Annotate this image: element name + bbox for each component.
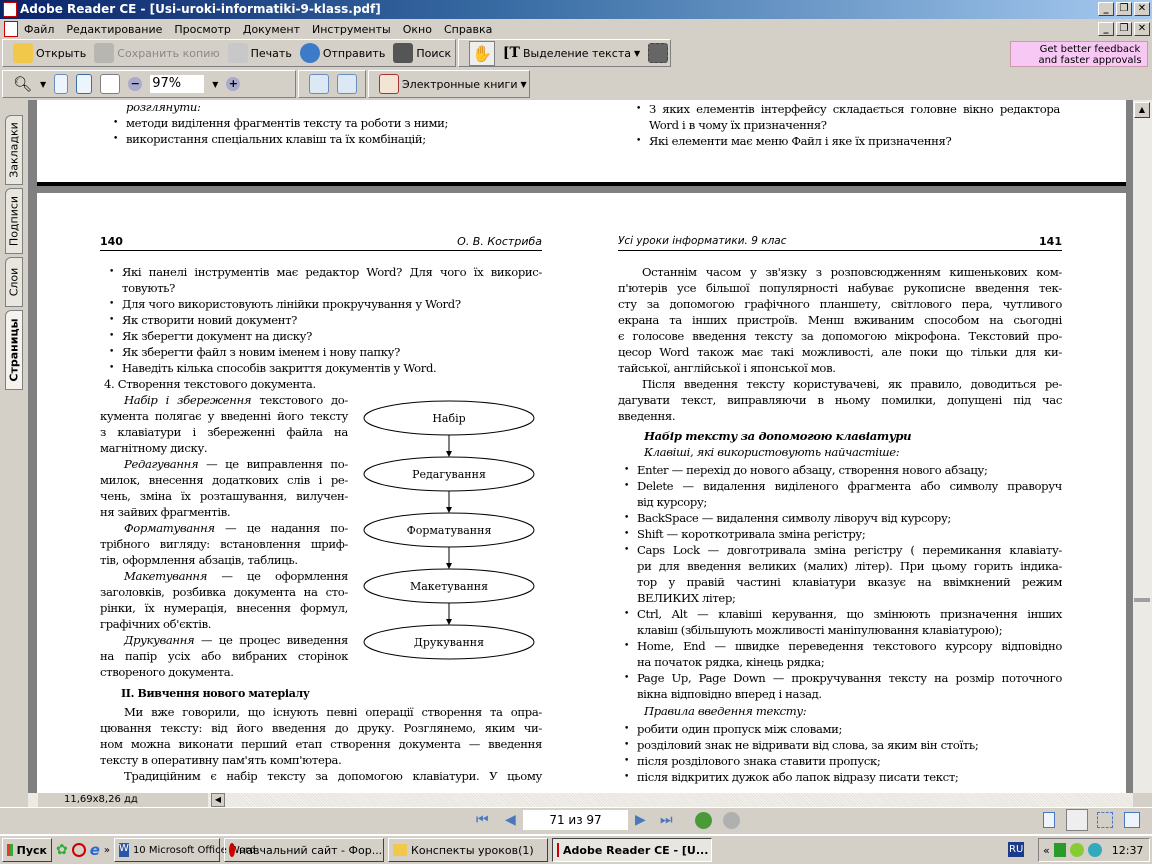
line-text: екрана та інших пристроїв. Менш вживаним способом на сьогодні <box>618 313 1062 327</box>
last-page-button[interactable]: ⏭ <box>660 812 673 828</box>
line-text: створеного документа. <box>100 665 234 679</box>
vertical-scrollbar[interactable] <box>1133 100 1152 793</box>
section-heading: II. Вивчення нового матеріалу <box>121 687 310 700</box>
text-line <box>100 664 348 680</box>
line-text: методи виділення фрагментів тексту та роботи з ними; <box>126 116 449 130</box>
line-text: магнітному диску. <box>100 441 208 455</box>
opera-quicklaunch-icon[interactable] <box>72 843 86 857</box>
scroll-up-button[interactable]: ▲ <box>1134 102 1150 118</box>
text-line <box>100 736 542 752</box>
text-line <box>618 264 1062 280</box>
text-line <box>618 344 1062 360</box>
diagram-node-label: Редагування <box>412 468 486 481</box>
page-number-field[interactable]: 71 из 97 <box>523 810 628 830</box>
taskbar <box>0 834 1152 864</box>
menu-document[interactable]: Документ <box>242 22 300 36</box>
clock: 12:37 <box>1111 843 1144 857</box>
save-copy-button[interactable]: Сохранить копию <box>94 43 219 63</box>
text-line <box>100 424 348 440</box>
line-text: Home, End — швидке переведення текстового курсору відповідно <box>637 639 1062 653</box>
line-text: тексту в оперативну пам'ять комп'ютера. <box>100 753 342 767</box>
text-line <box>100 536 348 552</box>
text-line <box>618 392 1062 408</box>
line-text: Page Up, Page Down — прокручування тексту на розмір поточного <box>637 671 1062 685</box>
dropdown-arrow-icon[interactable]: ▼ <box>634 48 641 58</box>
title-bar <box>0 0 1152 19</box>
line-text: заголовків, розбивка документа на сто- <box>100 585 348 599</box>
running-head-author: О. В. Костриба <box>457 235 542 248</box>
fit-width-icon[interactable] <box>100 74 120 94</box>
globe-mail-icon <box>300 43 320 63</box>
zoom-in-icon[interactable]: + <box>226 77 240 91</box>
menu-tools[interactable]: Инструменты <box>312 22 391 36</box>
actual-size-icon[interactable] <box>54 74 68 94</box>
send-button[interactable]: Отправить <box>300 43 386 63</box>
diagram-arrowhead <box>446 507 452 513</box>
line-text: дагувати текст, виправляючи в ньому помилки, допущені під час <box>618 393 1062 407</box>
first-page-button[interactable]: ⏮ <box>476 812 489 828</box>
zoom-out-icon[interactable]: − <box>128 77 142 91</box>
word-icon: W <box>119 843 129 857</box>
line-text: Ми вже говорили, що існують певні операції створення та опра- <box>124 705 542 719</box>
bullet-item-line <box>122 328 542 344</box>
language-indicator[interactable]: RU <box>1009 844 1024 855</box>
start-button[interactable]: Пуск <box>2 838 52 862</box>
line-text: Як зберегти документ на диску? <box>122 329 313 343</box>
line-text: використання спеціальних клавіш та їх комбінацій; <box>126 132 426 146</box>
text-line <box>100 520 348 536</box>
zoom-select-arrow[interactable]: ▼ <box>212 79 219 89</box>
ebooks-toolbar <box>368 70 530 98</box>
text-line <box>100 704 542 720</box>
line-text: розділовий знак не відривати від слова, за яким він стоїть; <box>637 738 979 752</box>
line-text: товують? <box>122 281 175 295</box>
italic-term: Форматування <box>124 521 215 535</box>
line-text: є голосове введення тексту за допомогою мікрофона. Текстовий про- <box>618 329 1062 343</box>
bullet-item-line <box>637 753 1062 769</box>
line-text: Після введення тексту користувачеві, як правило, доводиться ре- <box>642 377 1062 391</box>
back-view-button[interactable] <box>695 812 712 829</box>
line-text: — це оформлення <box>207 569 348 583</box>
file-toolbar <box>2 39 456 67</box>
ebooks-button[interactable]: Электронные книги ▼ <box>379 74 527 94</box>
text-line <box>618 408 1062 424</box>
text-line <box>618 280 1062 296</box>
text-line <box>100 768 542 784</box>
text-line <box>100 632 348 648</box>
doc-minimize-button[interactable]: _ <box>1098 22 1114 36</box>
system-tray <box>1038 838 1150 862</box>
line-text: — це виправлення по- <box>198 457 348 471</box>
line-text: Наведіть кілька способів закриття документів у Word. <box>122 361 437 375</box>
menu-help[interactable]: Справка <box>443 22 493 36</box>
bullet-item-line <box>637 638 1062 654</box>
text-line <box>100 456 348 472</box>
diagram-arrowhead <box>446 619 452 625</box>
minimize-button[interactable]: _ <box>1098 2 1114 16</box>
line-text: чень, зміна їх розташування, вилучен- <box>100 489 348 503</box>
line-text: від курсору; <box>637 495 707 509</box>
tray-app-icon[interactable] <box>1054 843 1066 857</box>
tab-bookmarks[interactable]: Закладки <box>5 115 23 185</box>
folder-icon <box>13 43 33 63</box>
scroll-thumb[interactable] <box>1134 598 1150 602</box>
line-text: Які елементи має меню Файл і яке їх призначення? <box>649 134 952 148</box>
previous-page-button[interactable]: ◀ <box>505 812 516 828</box>
floppy-icon <box>94 43 114 63</box>
task-word[interactable]: W 10 Microsoft Office Word <box>114 838 220 862</box>
bullet-item-line <box>637 462 1062 478</box>
text-line <box>100 488 348 504</box>
keys-title: Клавіші, які використовують найчастіше: <box>644 445 900 459</box>
line-text: Enter — перехід до нового абзацу, створення нового абзацу; <box>637 463 988 477</box>
line-text: введення. <box>618 409 676 423</box>
bullet-item-line <box>122 296 542 312</box>
rotate-counterclockwise-icon[interactable] <box>337 74 357 94</box>
dropdown-arrow-icon[interactable]: ▼ <box>520 79 527 89</box>
text-line <box>100 504 348 520</box>
text-line <box>100 392 348 408</box>
text-line <box>100 752 542 768</box>
bullet-item-line <box>126 131 543 147</box>
header-rule-left <box>100 250 542 251</box>
keys-list <box>624 462 1062 702</box>
app-icon <box>3 2 17 17</box>
line-text: З яких елементів інтерфейсу складається головне вікно редактора <box>649 102 1060 116</box>
page-number-left: 140 <box>100 235 123 248</box>
line-text: Як зберегти файл з новим іменем і нову папку? <box>122 345 400 359</box>
text-line <box>637 558 1062 574</box>
line-text: Delete — видалення виділеного фрагмента або символу праворуч <box>637 479 1062 493</box>
text-line <box>637 654 1062 670</box>
fit-page-icon[interactable] <box>76 74 92 94</box>
diagram-node-label: Набір <box>432 412 466 425</box>
italic-term: Макетування <box>124 569 208 583</box>
facing-layout-icon[interactable] <box>1097 812 1113 828</box>
bullet-item-line <box>637 769 1062 785</box>
line-text: клавіш (збільшують можливості маніпулювання клавіатурою); <box>637 623 1003 637</box>
bullet-item-line <box>637 606 1062 622</box>
page-size-readout: 11,69x8,26 дд <box>38 793 208 807</box>
line-text: текстового до- <box>251 393 348 407</box>
zoom-input[interactable]: 97% <box>150 75 204 93</box>
text-line <box>618 360 1062 376</box>
line-text: з клавіатури і збереженні файла на <box>100 425 348 439</box>
bullet-item-line <box>637 737 1062 753</box>
feedback-banner[interactable]: Get better feedback and faster approvals <box>1010 41 1148 67</box>
rotate-clockwise-icon[interactable] <box>309 74 329 94</box>
line-text: ри для введення великих (малих) літер). При цьому горить індика- <box>637 559 1062 573</box>
page-spread <box>37 193 1126 813</box>
workflow-diagram <box>357 398 542 653</box>
italic-term: розглянути: <box>126 100 201 114</box>
text-line <box>618 376 1062 392</box>
line-text: тор у правій частині клавіатури вказує на ввімкнений режим <box>637 575 1062 589</box>
folder-icon <box>393 844 407 856</box>
adobe-icon <box>557 843 559 857</box>
body-text-left <box>100 704 542 784</box>
hand-tool-button[interactable] <box>469 41 495 66</box>
italic-term: Друкування <box>124 633 195 647</box>
scroll-left-button[interactable]: ◀ <box>211 793 225 807</box>
restore-button[interactable]: ❐ <box>1116 2 1132 16</box>
diagram-node-label: Форматування <box>406 524 492 537</box>
text-line <box>100 568 348 584</box>
subheading: Набір тексту за допомогою клавіатури <box>644 429 912 443</box>
line-text: Shift — короткотривала зміна регістру; <box>637 527 866 541</box>
step-4-heading: 4. Створення текстового документа. <box>104 377 316 391</box>
menu-window[interactable]: Окно <box>402 22 432 36</box>
tray-expand-icon[interactable]: « <box>1043 843 1050 857</box>
text-line <box>100 472 348 488</box>
select-toolbar <box>458 39 671 67</box>
camera-icon <box>648 43 668 63</box>
bullet-item-line <box>637 526 1062 542</box>
text-line <box>618 328 1062 344</box>
definitions-text <box>100 392 348 680</box>
open-button[interactable]: Открыть <box>13 43 86 63</box>
text-line <box>126 99 543 115</box>
rules-list <box>624 721 1062 785</box>
rules-title: Правила введення тексту: <box>644 704 807 718</box>
review-questions <box>109 264 542 376</box>
forward-view-button[interactable] <box>723 812 740 829</box>
zoom-tool-icon[interactable]: 🔍︎ <box>13 75 33 93</box>
line-text: цювання тексту: від його введення до друку. Розглянемо, яким чи- <box>100 721 542 735</box>
text-line <box>637 494 1062 510</box>
prev-right-text <box>636 101 1060 149</box>
line-text: після розділового знака ставити пропуск; <box>637 754 881 768</box>
navigation-panel-tabs <box>0 100 28 793</box>
line-text: — це процес виведення <box>194 633 348 647</box>
italic-term: Набір і збереження <box>124 393 252 407</box>
line-text: ВЕЛИКИХ літер; <box>637 591 736 605</box>
task-adobe-reader[interactable]: Adobe Reader CE - [U... <box>552 838 712 862</box>
body-text-right <box>618 264 1062 424</box>
bullet-item-line <box>122 264 542 280</box>
bullet-item-line <box>126 115 543 131</box>
bullet-item-line <box>637 721 1062 737</box>
text-line <box>618 296 1062 312</box>
line-text: милок, внесення додаткових слів і ре- <box>100 473 348 487</box>
diagram-node-label: Друкування <box>413 636 485 649</box>
windows-logo-icon <box>7 844 13 856</box>
task-opera[interactable]: навчальний сайт - Фор... <box>224 838 384 862</box>
line-text: графічних об'єктів. <box>100 617 212 631</box>
line-text: Caps Lock — довготривала зміна регістру ( перемикання клавіату- <box>637 543 1062 557</box>
select-text-button[interactable]: [T Выделение текста ▼ <box>502 45 641 61</box>
line-text: — це надання по- <box>214 521 348 535</box>
text-line <box>637 574 1062 590</box>
bullet-item-line <box>637 670 1062 686</box>
text-line <box>637 622 1062 638</box>
continuous-facing-layout-icon[interactable] <box>1124 812 1140 828</box>
ebook-icon <box>379 74 399 94</box>
page-number-right: 141 <box>1039 235 1062 248</box>
icq-icon[interactable]: ✿ <box>56 842 68 858</box>
menu-file[interactable]: Файл <box>24 22 55 36</box>
text-line <box>100 616 348 632</box>
text-line <box>100 600 348 616</box>
italic-term: Редагування <box>124 457 199 471</box>
bullet-item-line <box>637 478 1062 494</box>
rotate-toolbar <box>298 70 366 98</box>
bullet-item-line <box>122 312 542 328</box>
line-text: після відкритих дужок або лапок відразу писати текст; <box>637 770 959 784</box>
snapshot-button[interactable] <box>648 43 668 63</box>
task-folder[interactable]: Конспекты уроков(1) <box>388 838 548 862</box>
text-line <box>618 312 1062 328</box>
bullet-item-line <box>637 542 1062 558</box>
doc-close-button[interactable]: ✕ <box>1134 22 1150 36</box>
menu-edit[interactable]: Редактирование <box>66 22 163 36</box>
tab-pages[interactable]: Страницы <box>5 310 23 390</box>
binoculars-icon <box>393 43 413 63</box>
bullet-item-line <box>122 360 542 376</box>
quicklaunch-more[interactable]: » <box>103 844 111 856</box>
text-line <box>100 440 348 456</box>
text-line <box>637 590 1062 606</box>
next-page-button[interactable]: ▶ <box>635 812 646 828</box>
pdf-doc-icon <box>4 21 18 37</box>
opera-icon <box>229 843 235 857</box>
bullet-item-line <box>649 133 1060 149</box>
line-text: кумента полягає у введенні його тексту <box>100 409 348 423</box>
text-line <box>637 686 1062 702</box>
text-line <box>100 720 542 736</box>
prev-left-text <box>113 99 543 147</box>
bullet-item-line <box>649 101 1060 117</box>
line-text: тайської, англійської і японської мов. <box>618 361 836 375</box>
text-line <box>100 408 348 424</box>
line-text: Ctrl, Alt — клавіші керування, що змінюють призначення інших <box>637 607 1062 621</box>
tray-network-icon[interactable] <box>1088 843 1102 857</box>
line-text: на папір усіх або вибраних сторінок <box>100 649 348 663</box>
menu-bar <box>0 19 1152 39</box>
text-line <box>100 648 348 664</box>
text-line <box>122 280 542 296</box>
bullet-item-line <box>637 510 1062 526</box>
line-text: Традиційним є набір тексту за допомогою клавіатури. У цьому <box>124 769 542 783</box>
search-button[interactable]: Поиск <box>393 43 451 63</box>
print-button[interactable]: Печать <box>228 43 292 63</box>
line-text: ня зайвих фрагментів. <box>100 505 231 519</box>
zoom-dropdown-icon[interactable]: ▼ <box>40 79 47 89</box>
diagram-node-label: Макетування <box>409 580 489 593</box>
tab-signatures[interactable]: Подписи <box>5 188 23 254</box>
line-text: Для чого використовують лінійки прокручування у Word? <box>122 297 461 311</box>
header-rule-right <box>618 250 1062 251</box>
menu-view[interactable]: Просмотр <box>174 22 231 36</box>
diagram-arrowhead <box>446 451 452 457</box>
line-text: робити один пропуск між словами; <box>637 722 843 736</box>
line-text: вікна відповідно вперед і назад. <box>637 687 822 701</box>
previous-page-fragment <box>37 100 1126 182</box>
tab-layers[interactable]: Слои <box>5 257 23 307</box>
text-line <box>100 552 348 568</box>
line-text: BackSpace — видалення символу ліворуч від курсору; <box>637 511 951 525</box>
document-view <box>28 100 1133 793</box>
bullet-item-line <box>122 344 542 360</box>
line-text: п'ютерів усе більшої популярності набуває рукописне введення тек- <box>618 281 1062 295</box>
line-text: тів, оформлення абзаців, таблиць. <box>100 553 298 567</box>
horizontal-scrollbar[interactable] <box>28 793 1133 807</box>
doc-restore-button[interactable]: ❐ <box>1116 22 1132 36</box>
zoom-toolbar <box>2 70 296 98</box>
printer-icon <box>228 43 248 63</box>
line-text: на початок рядка, кінець рядка; <box>637 655 825 669</box>
line-text: Які панелі інструментів має редактор Word? Для чого їх викорис- <box>122 265 542 279</box>
close-button[interactable]: ✕ <box>1134 2 1150 16</box>
line-text: рінки, їх нумерація, внесення формул, <box>100 601 348 615</box>
text-line <box>649 117 1060 133</box>
line-text: ном можна виконати перший етап створення документа — введення <box>100 737 542 751</box>
diagram-arrowhead <box>446 563 452 569</box>
continuous-layout-icon[interactable] <box>1066 809 1088 831</box>
line-text: трібного вигляду: встановлення шриф- <box>100 537 348 551</box>
line-text: сту за допомогою графічного планшету, світлового пера, чутливого <box>618 297 1062 311</box>
single-page-layout-icon[interactable] <box>1043 812 1055 828</box>
running-head-title: Усі уроки інформатики. 9 клас <box>618 235 787 247</box>
text-line <box>100 584 348 600</box>
line-text: Як створити новий документ? <box>122 313 298 327</box>
tray-antivirus-icon[interactable] <box>1070 843 1084 857</box>
window-title: Adobe Reader CE - [Usi-uroki-informatiki-9-klass.pdf] <box>20 2 381 16</box>
hand-icon: ✋ <box>472 43 492 63</box>
page-navigation-bar <box>0 807 1152 832</box>
text-cursor-icon: [T <box>502 45 520 61</box>
page-separator <box>37 182 1126 186</box>
ie-icon[interactable]: e <box>89 841 100 859</box>
line-text: Word і в чому їх призначення? <box>649 118 827 132</box>
line-text: цесор Word також має такі можливості, але поки що тільки для ки- <box>618 345 1062 359</box>
line-text: Останнім часом у зв'язку з розповсюдженням кишенькових ком- <box>642 265 1062 279</box>
